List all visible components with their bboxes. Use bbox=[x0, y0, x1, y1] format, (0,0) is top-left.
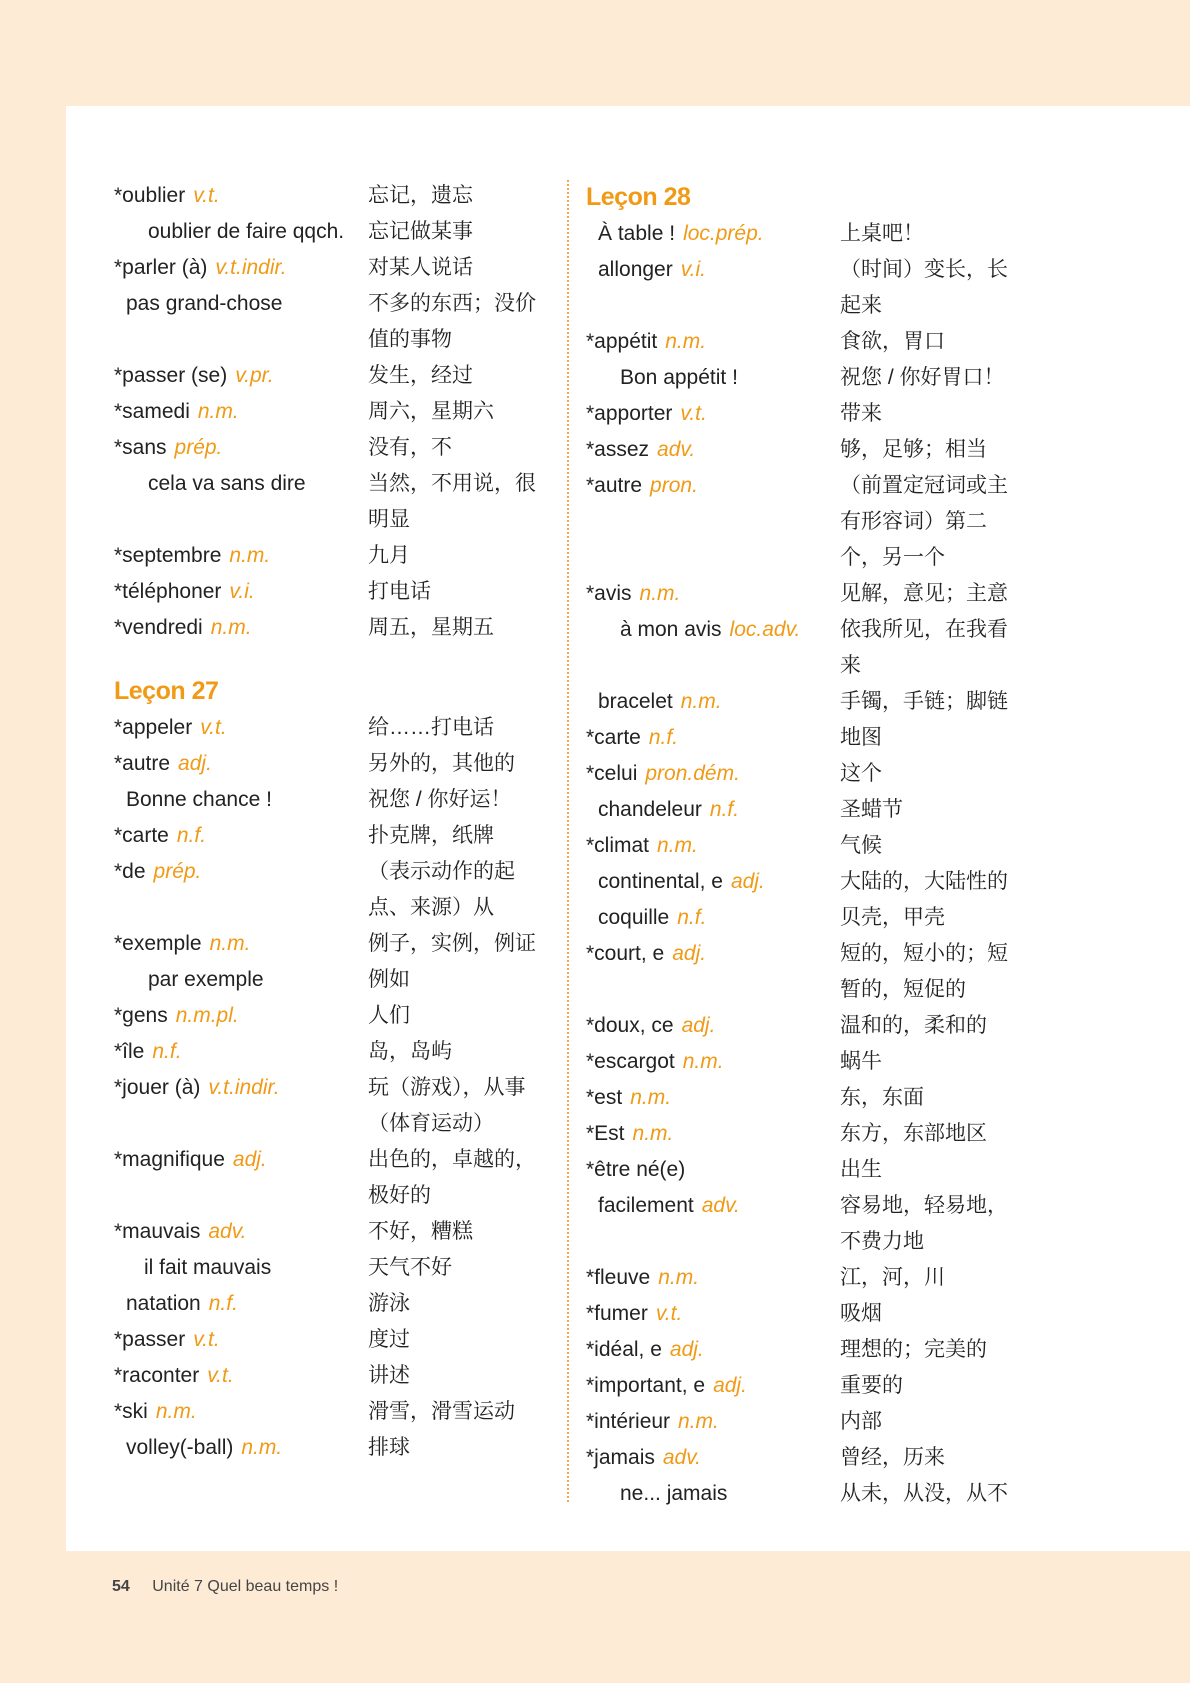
vocab-term: natation bbox=[126, 1292, 201, 1315]
vocab-term: À table ! bbox=[598, 222, 676, 245]
vocab-entry bbox=[586, 360, 1036, 396]
vocab-term-cell bbox=[586, 1260, 840, 1296]
vocab-term: *gens bbox=[114, 1004, 168, 1027]
vocab-definition: 周五，星期五 bbox=[368, 616, 494, 639]
vocab-term: *vendredi bbox=[114, 616, 203, 639]
vocab-term: facilement bbox=[598, 1194, 694, 1217]
vocabulary-sheet bbox=[66, 106, 1190, 1551]
vocab-term-cell bbox=[586, 864, 840, 900]
section-gap bbox=[114, 646, 544, 672]
vocab-entry bbox=[114, 466, 544, 538]
vocab-definition: 岛，岛屿 bbox=[368, 1040, 452, 1063]
part-of-speech: v.t. bbox=[207, 1364, 234, 1387]
vocab-term: *climat bbox=[586, 834, 650, 857]
vocab-term-cell bbox=[586, 900, 840, 936]
vocab-term: *jamais bbox=[586, 1446, 655, 1469]
column-divider bbox=[567, 180, 569, 1502]
vocab-term-cell bbox=[114, 1250, 368, 1286]
part-of-speech: adj. bbox=[672, 942, 707, 965]
vocab-entry bbox=[114, 214, 544, 250]
vocab-term: *doux, ce bbox=[586, 1014, 674, 1037]
part-of-speech: n.m. bbox=[632, 1122, 674, 1145]
vocab-term-cell bbox=[114, 250, 368, 286]
vocab-term: *idéal, e bbox=[586, 1338, 662, 1361]
unit-title: Unité 7 Quel beau temps ! bbox=[152, 1578, 339, 1595]
page-footer bbox=[112, 1578, 338, 1596]
vocab-entry bbox=[586, 396, 1036, 432]
vocab-definition: 手镯，手链；脚链 bbox=[840, 690, 1008, 713]
vocab-term: par exemple bbox=[148, 968, 264, 991]
vocab-term: *île bbox=[114, 1040, 145, 1063]
part-of-speech: n.f. bbox=[152, 1040, 182, 1063]
vocab-term: *celui bbox=[586, 762, 638, 785]
vocab-term: coquille bbox=[598, 906, 670, 929]
vocab-term: oublier de faire qqch. bbox=[148, 220, 345, 243]
vocab-definition: 从未，从没，从不 bbox=[840, 1482, 1008, 1505]
vocab-entry bbox=[586, 216, 1036, 252]
vocab-definition: （前置定冠词或主有形容词）第二个，另一个 bbox=[840, 474, 1008, 569]
vocab-definition: 地图 bbox=[840, 726, 882, 749]
vocab-entry bbox=[586, 900, 1036, 936]
lesson-heading: Leçon 27 bbox=[114, 677, 219, 705]
vocab-entry bbox=[114, 926, 544, 962]
vocab-term-cell bbox=[114, 286, 368, 358]
vocab-term: *appétit bbox=[586, 330, 658, 353]
vocab-term: *assez bbox=[586, 438, 650, 461]
vocab-term: *magnifique bbox=[114, 1148, 225, 1171]
vocab-entry bbox=[586, 576, 1036, 612]
vocab-entry bbox=[586, 1116, 1036, 1152]
vocab-definition: 例如 bbox=[368, 968, 410, 991]
vocab-term: *téléphoner bbox=[114, 580, 222, 603]
vocab-term: *est bbox=[586, 1086, 623, 1109]
vocab-definition: 内部 bbox=[840, 1410, 882, 1433]
part-of-speech: v.t. bbox=[193, 1328, 220, 1351]
vocab-entry bbox=[114, 782, 544, 818]
vocab-term-cell bbox=[586, 792, 840, 828]
vocab-entry bbox=[114, 854, 544, 926]
part-of-speech: adj. bbox=[232, 1148, 267, 1171]
part-of-speech: v.pr. bbox=[235, 364, 274, 387]
vocabulary-column-right bbox=[586, 178, 1036, 1512]
part-of-speech: n.m. bbox=[678, 1410, 719, 1433]
part-of-speech: n.m. bbox=[210, 616, 252, 639]
vocab-entry bbox=[586, 1044, 1036, 1080]
vocab-definition: 周六，星期六 bbox=[368, 400, 494, 423]
part-of-speech: v.i. bbox=[680, 258, 707, 281]
vocab-term: *mauvais bbox=[114, 1220, 201, 1243]
vocab-term-cell bbox=[114, 998, 368, 1034]
vocab-term-cell bbox=[586, 1044, 840, 1080]
vocab-entry bbox=[114, 574, 544, 610]
vocab-term: *oublier bbox=[114, 184, 186, 207]
vocab-definition: 容易地，轻易地，不费力地 bbox=[840, 1194, 1008, 1253]
vocab-term-cell bbox=[586, 1116, 840, 1152]
part-of-speech: n.f. bbox=[648, 726, 679, 749]
vocab-term-cell bbox=[586, 324, 840, 360]
vocab-term: *septembre bbox=[114, 544, 222, 567]
vocab-term: *de bbox=[114, 860, 146, 883]
vocab-entry bbox=[586, 1080, 1036, 1116]
vocab-term-cell bbox=[114, 178, 368, 214]
vocab-definition: 理想的；完美的 bbox=[840, 1338, 987, 1361]
vocab-term: *escargot bbox=[586, 1050, 675, 1073]
vocab-definition: 蜗牛 bbox=[840, 1050, 882, 1073]
part-of-speech: n.f. bbox=[677, 906, 707, 929]
vocab-term: *carte bbox=[586, 726, 641, 749]
vocab-definition: （表示动作的起点、来源）从 bbox=[368, 860, 515, 919]
vocab-term-cell bbox=[586, 216, 840, 252]
vocab-definition: 天气不好 bbox=[368, 1256, 452, 1279]
vocab-entry bbox=[114, 358, 544, 394]
vocab-term-cell bbox=[114, 1394, 368, 1430]
vocab-entry bbox=[586, 324, 1036, 360]
vocab-term-cell bbox=[586, 1476, 840, 1512]
vocab-term: *ski bbox=[114, 1400, 148, 1423]
vocab-term: *intérieur bbox=[586, 1410, 671, 1433]
vocab-entry bbox=[114, 178, 544, 214]
vocab-term: allonger bbox=[598, 258, 673, 281]
vocab-term: *apporter bbox=[586, 402, 673, 425]
vocab-entry bbox=[114, 1214, 544, 1250]
vocab-term: chandeleur bbox=[598, 798, 702, 821]
vocab-term-cell bbox=[114, 962, 368, 998]
part-of-speech: v.t. bbox=[200, 716, 227, 739]
vocab-term: *raconter bbox=[114, 1364, 200, 1387]
vocab-definition: 游泳 bbox=[368, 1292, 410, 1315]
vocab-entry bbox=[114, 538, 544, 574]
vocab-definition: 玩（游戏），从事（体育运动） bbox=[368, 1076, 526, 1135]
vocab-term-cell bbox=[114, 610, 368, 646]
vocab-entry bbox=[586, 792, 1036, 828]
part-of-speech: n.m. bbox=[209, 932, 251, 955]
vocab-term-cell bbox=[586, 1296, 840, 1332]
vocab-definition: 吸烟 bbox=[840, 1302, 882, 1325]
vocab-entry bbox=[586, 720, 1036, 756]
vocab-definition: （时间）变长，长起来 bbox=[840, 258, 1008, 317]
vocab-definition: 没有，不 bbox=[368, 436, 452, 459]
vocab-term: *être né(e) bbox=[586, 1158, 686, 1181]
part-of-speech: prép. bbox=[153, 860, 202, 883]
vocab-entry bbox=[114, 962, 544, 998]
vocab-definition: 不好，糟糕 bbox=[368, 1220, 473, 1243]
vocab-definition: 另外的，其他的 bbox=[368, 752, 515, 775]
part-of-speech: n.f. bbox=[176, 824, 207, 847]
vocab-entry bbox=[114, 1358, 544, 1394]
part-of-speech: n.m. bbox=[241, 1436, 283, 1459]
part-of-speech: adj. bbox=[681, 1014, 716, 1037]
vocab-definition: 够，足够；相当 bbox=[840, 438, 987, 461]
vocab-definition: 对某人说话 bbox=[368, 256, 473, 279]
vocab-term-cell bbox=[586, 252, 840, 324]
part-of-speech: v.t.indir. bbox=[208, 1076, 280, 1099]
vocab-definition: 出生 bbox=[840, 1158, 882, 1181]
vocab-definition: 大陆的，大陆性的 bbox=[840, 870, 1008, 893]
vocab-entry bbox=[114, 1034, 544, 1070]
part-of-speech: v.t. bbox=[680, 402, 707, 425]
vocab-term: il fait mauvais bbox=[144, 1256, 272, 1279]
lesson-heading: Leçon 28 bbox=[586, 183, 691, 211]
part-of-speech: n.m. bbox=[630, 1086, 672, 1109]
vocab-term-cell bbox=[586, 828, 840, 864]
vocab-term: *fumer bbox=[586, 1302, 648, 1325]
part-of-speech: loc.prép. bbox=[683, 222, 764, 245]
vocab-term-cell bbox=[586, 396, 840, 432]
vocab-term-cell bbox=[586, 720, 840, 756]
vocab-term-cell bbox=[114, 1322, 368, 1358]
part-of-speech: adj. bbox=[730, 870, 765, 893]
vocab-term: *fleuve bbox=[586, 1266, 651, 1289]
vocab-entry bbox=[114, 1394, 544, 1430]
vocab-entry bbox=[114, 430, 544, 466]
vocab-entry bbox=[586, 468, 1036, 576]
part-of-speech: n.m. bbox=[680, 690, 722, 713]
vocab-definition: 忘记，遗忘 bbox=[368, 184, 473, 207]
part-of-speech: v.t. bbox=[655, 1302, 683, 1325]
vocab-entry bbox=[114, 1430, 544, 1466]
part-of-speech: adv. bbox=[657, 438, 696, 461]
vocab-term: continental, e bbox=[598, 870, 723, 893]
part-of-speech: loc.adv. bbox=[729, 618, 801, 641]
vocab-entry bbox=[586, 612, 1036, 684]
vocab-definition: 贝壳，甲壳 bbox=[840, 906, 945, 929]
vocab-definition: 祝您 / 你好运！ bbox=[368, 788, 512, 811]
part-of-speech: n.m. bbox=[197, 400, 239, 423]
vocab-entry bbox=[114, 746, 544, 782]
vocab-term: *samedi bbox=[114, 400, 190, 423]
vocab-term: cela va sans dire bbox=[148, 472, 306, 495]
vocab-definition: 温和的，柔和的 bbox=[840, 1014, 987, 1037]
vocab-definition: 发生，经过 bbox=[368, 364, 473, 387]
vocab-entry bbox=[114, 250, 544, 286]
vocab-definition: 扑克牌，纸牌 bbox=[368, 824, 494, 847]
vocab-entry bbox=[586, 1404, 1036, 1440]
vocab-term-cell bbox=[114, 214, 368, 250]
vocab-definition: 上桌吧！ bbox=[840, 222, 924, 245]
vocab-term-cell bbox=[114, 1142, 368, 1214]
vocab-definition: 例子，实例，例证 bbox=[368, 932, 536, 955]
vocab-entry bbox=[586, 1476, 1036, 1512]
vocab-term: à mon avis bbox=[620, 618, 722, 641]
part-of-speech: adv. bbox=[701, 1194, 740, 1217]
vocab-term: *exemple bbox=[114, 932, 202, 955]
vocab-term-cell bbox=[114, 746, 368, 782]
vocab-definition: 人们 bbox=[368, 1004, 410, 1027]
vocab-term: *passer bbox=[114, 1328, 186, 1351]
vocab-definition: 重要的 bbox=[840, 1374, 903, 1397]
vocab-term-cell bbox=[114, 710, 368, 746]
vocab-definition: 这个 bbox=[840, 762, 882, 785]
vocab-definition: 江，河，川 bbox=[840, 1266, 945, 1289]
vocab-entry bbox=[586, 864, 1036, 900]
vocab-term-cell bbox=[114, 926, 368, 962]
vocab-term-cell bbox=[114, 1286, 368, 1322]
vocab-term: *passer (se) bbox=[114, 364, 228, 387]
vocab-term-cell bbox=[114, 1034, 368, 1070]
vocab-entry bbox=[586, 1296, 1036, 1332]
vocab-definition: 气候 bbox=[840, 834, 882, 857]
vocab-term: Bon appétit ! bbox=[620, 366, 738, 389]
vocab-definition: 见解，意见；主意 bbox=[840, 582, 1008, 605]
vocab-definition: 曾经，历来 bbox=[840, 1446, 945, 1469]
vocab-entry bbox=[114, 394, 544, 430]
vocab-term-cell bbox=[586, 432, 840, 468]
vocab-term-cell bbox=[586, 1404, 840, 1440]
part-of-speech: n.m. bbox=[639, 582, 681, 605]
vocab-entry bbox=[586, 936, 1036, 1008]
vocab-definition: 排球 bbox=[368, 1436, 410, 1459]
vocab-term-cell bbox=[586, 684, 840, 720]
part-of-speech: pron.dém. bbox=[645, 762, 740, 785]
vocab-entry bbox=[586, 1008, 1036, 1044]
vocab-term-cell bbox=[114, 430, 368, 466]
vocab-definition: 出色的，卓越的，极好的 bbox=[368, 1148, 536, 1207]
vocab-definition: 忘记做某事 bbox=[368, 220, 473, 243]
vocab-definition: 打电话 bbox=[368, 580, 431, 603]
vocab-entry bbox=[586, 1368, 1036, 1404]
vocab-entry bbox=[114, 1286, 544, 1322]
vocab-term: Bonne chance ! bbox=[126, 788, 272, 811]
vocab-term-cell bbox=[114, 854, 368, 926]
vocabulary-column-left bbox=[114, 178, 544, 1466]
vocab-entry bbox=[586, 1332, 1036, 1368]
vocab-term-cell bbox=[114, 358, 368, 394]
vocab-entry bbox=[114, 1142, 544, 1214]
vocab-definition: 给……打电话 bbox=[368, 716, 494, 739]
vocab-term: *jouer (à) bbox=[114, 1076, 201, 1099]
vocab-term: *parler (à) bbox=[114, 256, 208, 279]
vocab-term-cell bbox=[586, 468, 840, 576]
vocab-term-cell bbox=[114, 1070, 368, 1142]
vocab-term-cell bbox=[586, 756, 840, 792]
part-of-speech: pron. bbox=[650, 474, 698, 497]
part-of-speech: n.m.pl. bbox=[175, 1004, 239, 1027]
part-of-speech: n.m. bbox=[665, 330, 707, 353]
part-of-speech: n.m. bbox=[658, 1266, 700, 1289]
vocab-entry bbox=[114, 998, 544, 1034]
vocab-term-cell bbox=[586, 1332, 840, 1368]
vocab-term: *court, e bbox=[586, 942, 665, 965]
vocab-definition: 依我所见，在我看来 bbox=[840, 618, 1008, 677]
part-of-speech: adj. bbox=[178, 752, 212, 775]
part-of-speech: n.m. bbox=[229, 544, 271, 567]
vocab-entry bbox=[114, 1322, 544, 1358]
part-of-speech: adj. bbox=[713, 1374, 747, 1397]
part-of-speech: n.m. bbox=[682, 1050, 724, 1073]
vocab-term: *appeler bbox=[114, 716, 193, 739]
vocab-term-cell bbox=[586, 1152, 840, 1188]
part-of-speech: v.t.indir. bbox=[215, 256, 287, 279]
vocab-term-cell bbox=[114, 394, 368, 430]
part-of-speech: n.m. bbox=[155, 1400, 197, 1423]
part-of-speech: v.t. bbox=[193, 184, 220, 207]
vocab-definition: 东方，东部地区 bbox=[840, 1122, 987, 1145]
vocab-definition: 东，东面 bbox=[840, 1086, 924, 1109]
part-of-speech: n.m. bbox=[657, 834, 698, 857]
vocab-term: ne... jamais bbox=[620, 1482, 728, 1505]
vocab-term-cell bbox=[586, 1008, 840, 1044]
part-of-speech: adj. bbox=[669, 1338, 704, 1361]
vocab-term-cell bbox=[586, 1368, 840, 1404]
part-of-speech: n.f. bbox=[208, 1292, 238, 1315]
vocab-entry bbox=[114, 710, 544, 746]
vocab-term: pas grand-chose bbox=[126, 292, 283, 315]
page-number: 54 bbox=[112, 1578, 130, 1595]
vocab-term-cell bbox=[114, 1214, 368, 1250]
vocab-entry bbox=[586, 1152, 1036, 1188]
vocab-term-cell bbox=[114, 1430, 368, 1466]
vocab-entry bbox=[114, 286, 544, 358]
part-of-speech: prép. bbox=[174, 436, 223, 459]
vocab-term-cell bbox=[586, 1440, 840, 1476]
vocab-definition: 短的，短小的；短暂的，短促的 bbox=[840, 942, 1008, 1001]
vocab-term: *autre bbox=[586, 474, 643, 497]
vocab-term: *sans bbox=[114, 436, 167, 459]
vocab-term-cell bbox=[114, 782, 368, 818]
vocab-entry bbox=[586, 1440, 1036, 1476]
vocab-definition: 当然，不用说，很明显 bbox=[368, 472, 536, 531]
vocab-term: *Est bbox=[586, 1122, 625, 1145]
vocab-term-cell bbox=[114, 818, 368, 854]
vocab-definition: 圣蜡节 bbox=[840, 798, 903, 821]
vocab-entry bbox=[586, 432, 1036, 468]
vocab-entry bbox=[586, 684, 1036, 720]
vocab-entry bbox=[114, 1250, 544, 1286]
vocab-entry bbox=[114, 818, 544, 854]
vocab-entry bbox=[114, 1070, 544, 1142]
vocab-definition: 不多的东西；没价值的事物 bbox=[368, 292, 536, 351]
vocab-term-cell bbox=[586, 576, 840, 612]
vocab-term: *carte bbox=[114, 824, 169, 847]
vocab-term: *avis bbox=[586, 582, 632, 605]
part-of-speech: adv. bbox=[208, 1220, 247, 1243]
vocab-entry bbox=[586, 252, 1036, 324]
vocab-term-cell bbox=[114, 538, 368, 574]
vocab-term: bracelet bbox=[598, 690, 673, 713]
vocab-term-cell bbox=[586, 612, 840, 684]
vocab-definition: 讲述 bbox=[368, 1364, 410, 1387]
vocab-definition: 滑雪，滑雪运动 bbox=[368, 1400, 515, 1423]
vocab-term-cell bbox=[114, 1358, 368, 1394]
vocab-term-cell bbox=[114, 574, 368, 610]
vocab-entry bbox=[586, 1260, 1036, 1296]
vocab-term-cell bbox=[586, 360, 840, 396]
vocab-definition: 祝您 / 你好胃口！ bbox=[840, 366, 1005, 389]
vocab-entry bbox=[586, 1188, 1036, 1260]
vocab-term: *important, e bbox=[586, 1374, 706, 1397]
vocab-definition: 食欲，胃口 bbox=[840, 330, 945, 353]
vocab-term-cell bbox=[114, 466, 368, 538]
vocab-definition: 带来 bbox=[840, 402, 882, 425]
vocab-definition: 度过 bbox=[368, 1328, 410, 1351]
vocab-entry bbox=[586, 828, 1036, 864]
vocab-term-cell bbox=[586, 1188, 840, 1260]
part-of-speech: n.f. bbox=[709, 798, 740, 821]
part-of-speech: v.i. bbox=[229, 580, 255, 603]
vocab-definition: 九月 bbox=[368, 544, 410, 567]
vocab-term-cell bbox=[586, 936, 840, 1008]
part-of-speech: adv. bbox=[662, 1446, 701, 1469]
vocab-term-cell bbox=[586, 1080, 840, 1116]
vocab-term: *autre bbox=[114, 752, 171, 775]
vocab-term: volley(-ball) bbox=[126, 1436, 234, 1459]
vocab-entry bbox=[114, 610, 544, 646]
vocab-entry bbox=[586, 756, 1036, 792]
